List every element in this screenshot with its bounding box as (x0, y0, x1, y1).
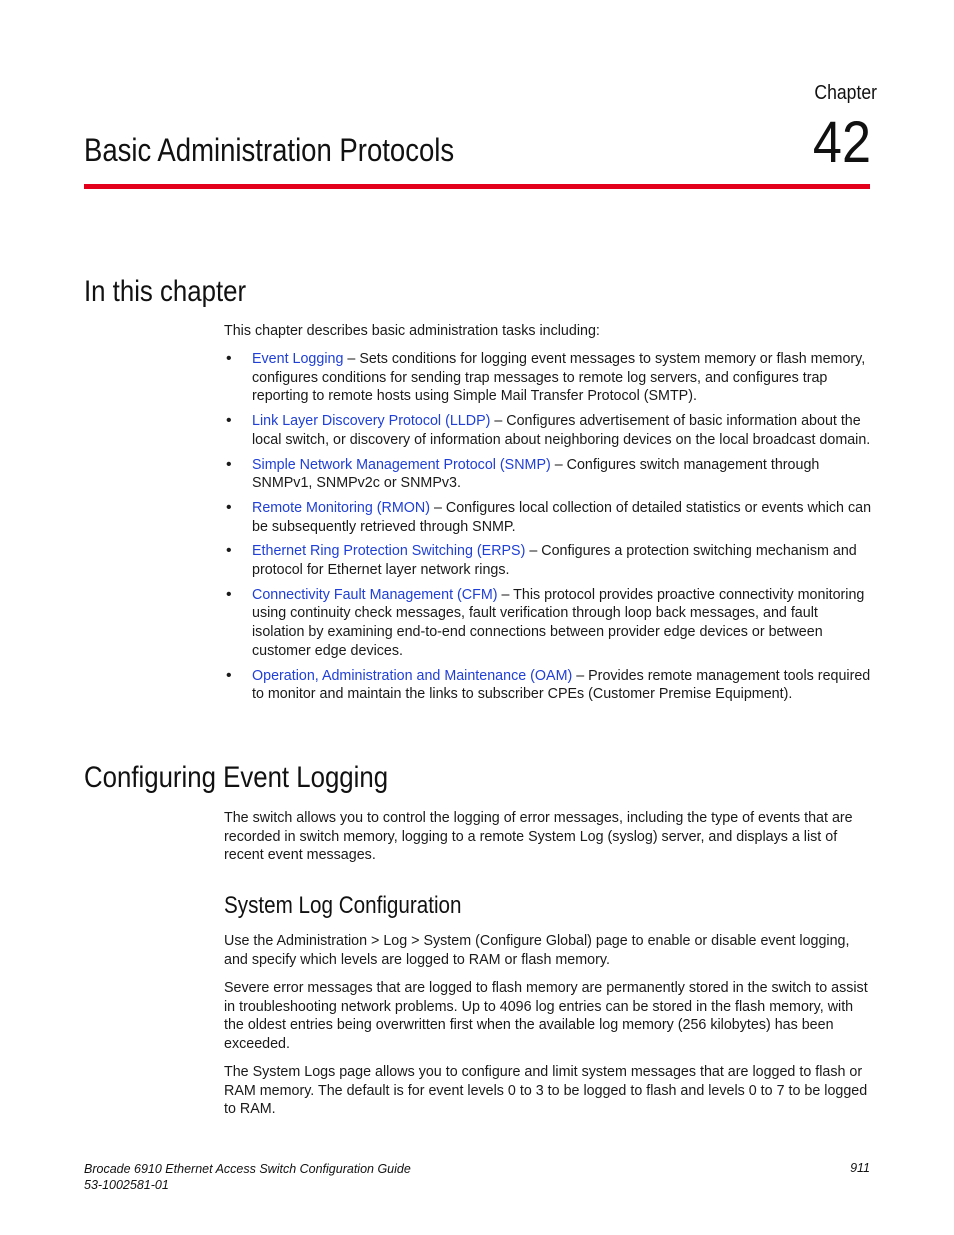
chapter-title: Basic Administration Protocols (84, 132, 455, 168)
list-item (224, 412, 872, 449)
link-event-logging[interactable]: Event Logging (252, 351, 344, 367)
bullet-icon: • (226, 666, 232, 684)
bullet-icon: • (226, 412, 232, 430)
list-item-text: – Configures a protection switching mechanism and protocol for Ethernet layer network rings. (252, 543, 857, 579)
subsection-heading-system-log: System Log Configuration (224, 892, 462, 919)
link-lldp[interactable]: Link Layer Discovery Protocol (LLDP) (252, 413, 491, 430)
bullet-icon: • (226, 585, 232, 603)
system-log-paragraph-2: Severe error messages that are logged to flash memory are permanently stored in the switch to assist in troubleshooting network problems. Up to 4096 log entries can be stored in the flash memory, with the oldest entries being overwritten first when the available log memory (256 kilobytes) has been exceeded. (224, 980, 868, 1053)
bullet-icon: • (226, 542, 232, 560)
link-rmon[interactable]: Remote Monitoring (RMON) (252, 499, 430, 516)
list-item-text: – This protocol provides proactive connectivity monitoring using continuity check messages, fault verification through loop back messages, and fault isolation by examining end-to-end connections between provider edge devices or between customer edge devices. (252, 586, 865, 659)
list-item-text: – Configures switch management through SNMPv1, SNMPv2c or SNMPv3. (252, 456, 820, 492)
in-this-chapter-intro: This chapter describes basic administration tasks including: (224, 323, 600, 339)
list-item-text: – Configures local collection of detailed statistics or events which can be subsequently retrieved through SNMP. (252, 499, 872, 535)
link-erps[interactable]: Ethernet Ring Protection Switching (ERPS) (252, 543, 526, 560)
list-item-text: – Provides remote management tools required to monitor and maintain the links to subscriber CPEs (Customer Premise Equipment). (252, 667, 871, 703)
chapter-number: 42 (812, 110, 871, 175)
chapter-topics-list (224, 350, 872, 710)
system-log-paragraph-3: The System Logs page allows you to configure and limit system messages that are logged to flash or RAM memory. The default is for event levels 0 to 3 to be logged to flash and levels 0 to 7 to be logged to RAM. (224, 1064, 868, 1118)
bullet-icon: • (226, 350, 232, 367)
footer-document-info (84, 1161, 411, 1193)
chapter-label: Chapter (814, 82, 877, 104)
bullet-icon: • (226, 498, 232, 516)
chapter-divider-rule (84, 184, 870, 189)
list-item (224, 586, 872, 661)
list-item (224, 350, 872, 406)
list-item (224, 542, 872, 579)
link-oam[interactable]: Operation, Administration and Maintenance (OAM) (252, 667, 573, 684)
list-item (224, 456, 872, 493)
event-logging-intro: The switch allows you to control the logging of error messages, including the type of events that are recorded in switch memory, logging to a remote System Log (syslog) server, and displays a list of recent event messages. (224, 810, 853, 864)
footer-doc-title: Brocade 6910 Ethernet Access Switch Configuration Guide (84, 1162, 411, 1176)
list-item (224, 667, 872, 704)
system-log-paragraph-1: Use the Administration > Log > System (Configure Global) page to enable or disable event logging, and specify which levels are logged to RAM or flash memory. (224, 933, 850, 968)
list-item-text: – Sets conditions for logging event messages to system memory or flash memory, configures conditions for sending trap messages to remote log servers, and configures trap reporting to remote hosts using Simple Mail Transfer Protocol (SMTP). (252, 351, 866, 405)
bullet-icon: • (226, 455, 232, 473)
list-item (224, 499, 872, 536)
list-item-text: – Configures advertisement of basic information about the local switch, or discovery of information about neighboring devices on the local broadcast domain. (252, 413, 871, 448)
section-heading-in-this-chapter: In this chapter (84, 275, 247, 308)
section-heading-event-logging: Configuring Event Logging (84, 761, 389, 794)
footer-doc-number: 53-1002581-01 (84, 1178, 169, 1192)
link-snmp[interactable]: Simple Network Management Protocol (SNMP) (252, 456, 551, 473)
footer-page-number: 911 (850, 1161, 870, 1175)
link-cfm[interactable]: Connectivity Fault Management (CFM) (252, 586, 498, 603)
